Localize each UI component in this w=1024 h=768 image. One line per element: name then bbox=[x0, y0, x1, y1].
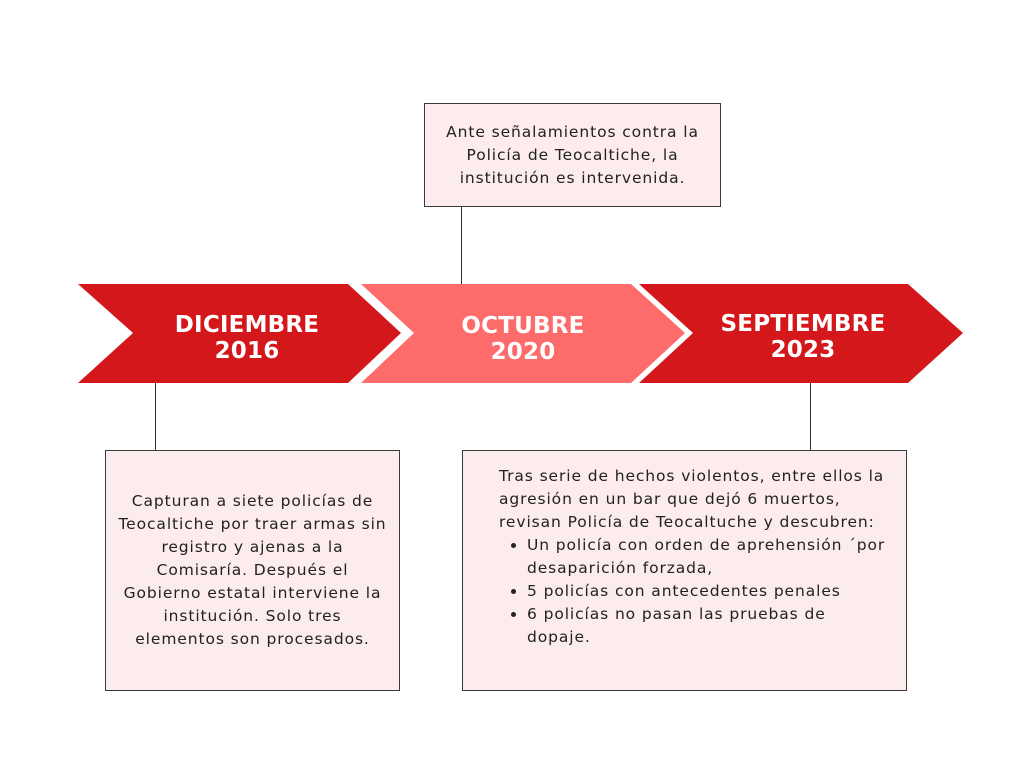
year-label: 2023 bbox=[770, 337, 836, 363]
month-label: OCTUBRE bbox=[461, 313, 585, 339]
month-label: SEPTIEMBRE bbox=[720, 311, 886, 337]
year-label: 2016 bbox=[214, 338, 280, 364]
event-box-diciembre-2016 bbox=[105, 450, 400, 691]
event-intro: Tras serie de hechos violentos, entre ellos la agresión en un bar que dejó 6 muertos, revisan Policía de Teocaltuche y descubren: bbox=[499, 467, 885, 531]
connector-september bbox=[810, 383, 811, 450]
finding-item: • 5 policías con antecedentes penales bbox=[527, 580, 886, 603]
year-label: 2020 bbox=[490, 339, 556, 365]
date-label-octubre-2020 bbox=[423, 313, 623, 365]
date-label-septiembre-2023 bbox=[698, 311, 908, 363]
finding-item: • 6 policías no pasan las pruebas de dopaje. bbox=[527, 603, 886, 649]
connector-october bbox=[461, 207, 462, 284]
finding-item: • Un policía con orden de aprehensión ´por desaparición forzada, bbox=[527, 534, 886, 580]
month-label: DICIEMBRE bbox=[174, 312, 320, 338]
event-box-octubre-2020 bbox=[424, 103, 721, 207]
connector-december bbox=[155, 383, 156, 450]
date-label-diciembre-2016 bbox=[147, 312, 347, 364]
event-text: Ante señalamientos contra la Policía de Teocaltiche, la institución es intervenida. bbox=[446, 122, 699, 187]
event-text: Capturan a siete policías de Teocaltiche por traer armas sin registro y ajenas a la Comisaría. Después el Gobierno estatal interviene la institución. Solo tres elementos son procesados. bbox=[118, 492, 387, 648]
findings-list bbox=[499, 534, 886, 649]
event-box-septiembre-2023 bbox=[462, 450, 907, 691]
